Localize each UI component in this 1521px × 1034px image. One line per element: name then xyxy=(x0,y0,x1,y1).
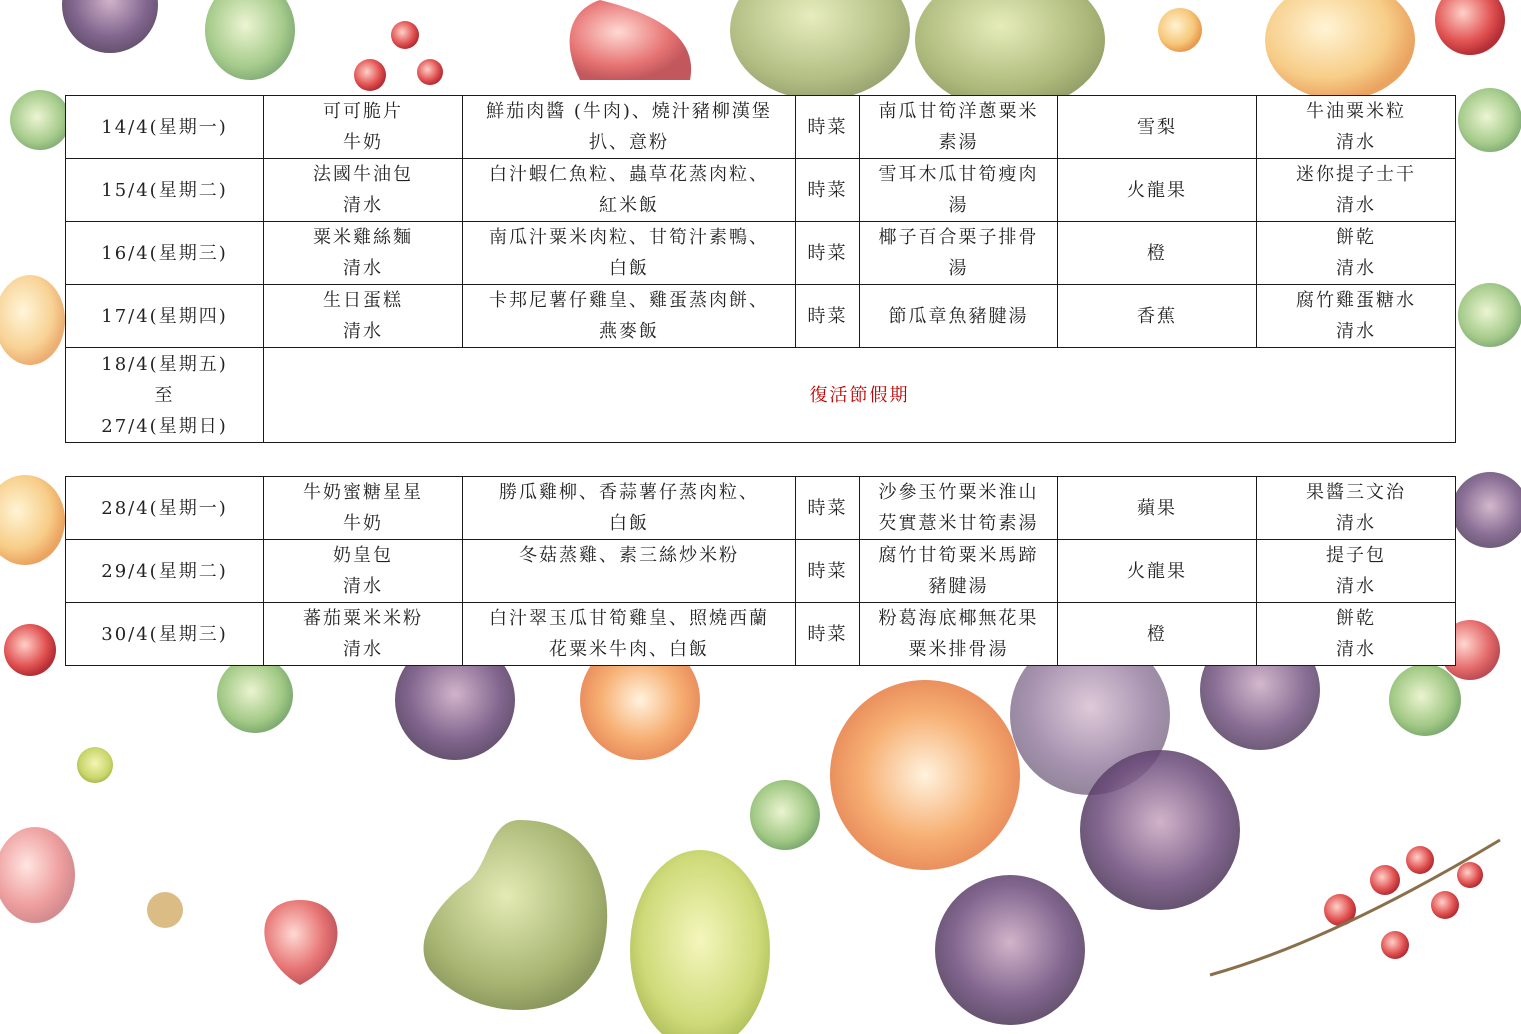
breakfast-cell: 生日蛋糕 清水 xyxy=(264,285,463,348)
soup-cell: 椰子百合栗子排骨 湯 xyxy=(860,222,1058,285)
fruit-cell: 橙 xyxy=(1058,603,1257,666)
main-dish-cell: 南瓜汁粟米肉粒、甘筍汁素鴨、 白飯 xyxy=(463,222,796,285)
holiday-row xyxy=(66,348,1456,443)
holiday-date-cell: 18/4(星期五) 至 27/4(星期日) xyxy=(66,348,264,443)
date-cell: 16/4(星期三) xyxy=(66,222,264,285)
table-gap xyxy=(65,444,1455,476)
snack-cell: 迷你提子士干 清水 xyxy=(1257,159,1456,222)
menu-table-1 xyxy=(65,95,1456,443)
soup-cell: 雪耳木瓜甘筍瘦肉 湯 xyxy=(860,159,1058,222)
vegetable-cell: 時菜 xyxy=(796,159,860,222)
snack-cell: 提子包 清水 xyxy=(1257,540,1456,603)
soup-cell: 節瓜章魚豬腱湯 xyxy=(860,285,1058,348)
vegetable-cell: 時菜 xyxy=(796,96,860,159)
snack-cell: 餅乾 清水 xyxy=(1257,222,1456,285)
table-row xyxy=(66,603,1456,666)
table-row xyxy=(66,222,1456,285)
snack-cell: 餅乾 清水 xyxy=(1257,603,1456,666)
breakfast-cell: 蕃茄粟米米粉 清水 xyxy=(264,603,463,666)
snack-cell: 果醬三文治 清水 xyxy=(1257,477,1456,540)
date-cell: 28/4(星期一) xyxy=(66,477,264,540)
fruit-cell: 香蕉 xyxy=(1058,285,1257,348)
main-dish-cell: 冬菇蒸雞、素三絲炒米粉 xyxy=(463,540,796,603)
fruit-cell: 橙 xyxy=(1058,222,1257,285)
main-dish-cell: 鮮茄肉醬 (牛肉)、燒汁豬柳漢堡 扒、意粉 xyxy=(463,96,796,159)
date-cell: 17/4(星期四) xyxy=(66,285,264,348)
main-dish-cell: 白汁蝦仁魚粒、蟲草花蒸肉粒、 紅米飯 xyxy=(463,159,796,222)
date-cell: 30/4(星期三) xyxy=(66,603,264,666)
soup-cell: 南瓜甘筍洋蔥粟米 素湯 xyxy=(860,96,1058,159)
soup-cell: 腐竹甘筍粟米馬蹄 豬腱湯 xyxy=(860,540,1058,603)
date-cell: 15/4(星期二) xyxy=(66,159,264,222)
soup-cell: 粉葛海底椰無花果 粟米排骨湯 xyxy=(860,603,1058,666)
table-row xyxy=(66,159,1456,222)
menu-table-2 xyxy=(65,476,1456,666)
vegetable-cell: 時菜 xyxy=(796,477,860,540)
vegetable-cell: 時菜 xyxy=(796,603,860,666)
main-dish-cell: 勝瓜雞柳、香蒜薯仔蒸肉粒、 白飯 xyxy=(463,477,796,540)
fruit-cell: 火龍果 xyxy=(1058,540,1257,603)
fruit-cell: 蘋果 xyxy=(1058,477,1257,540)
vegetable-cell: 時菜 xyxy=(796,222,860,285)
vegetable-cell: 時菜 xyxy=(796,285,860,348)
snack-cell: 腐竹雞蛋糖水 清水 xyxy=(1257,285,1456,348)
table-row xyxy=(66,285,1456,348)
date-cell: 14/4(星期一) xyxy=(66,96,264,159)
soup-cell: 沙參玉竹粟米淮山 芡實薏米甘筍素湯 xyxy=(860,477,1058,540)
snack-cell: 牛油粟米粒 清水 xyxy=(1257,96,1456,159)
table-row xyxy=(66,540,1456,603)
table-row xyxy=(66,477,1456,540)
fruit-cell: 火龍果 xyxy=(1058,159,1257,222)
main-dish-cell: 白汁翠玉瓜甘筍雞皇、照燒西蘭 花粟米牛肉、白飯 xyxy=(463,603,796,666)
breakfast-cell: 牛奶蜜糖星星 牛奶 xyxy=(264,477,463,540)
main-dish-cell: 卡邦尼薯仔雞皇、雞蛋蒸肉餅、 燕麥飯 xyxy=(463,285,796,348)
breakfast-cell: 法國牛油包 清水 xyxy=(264,159,463,222)
breakfast-cell: 粟米雞絲麵 清水 xyxy=(264,222,463,285)
date-cell: 29/4(星期二) xyxy=(66,540,264,603)
vegetable-cell: 時菜 xyxy=(796,540,860,603)
breakfast-cell: 可可脆片 牛奶 xyxy=(264,96,463,159)
fruit-cell: 雪梨 xyxy=(1058,96,1257,159)
table-row xyxy=(66,96,1456,159)
holiday-label: 復活節假期 xyxy=(264,348,1456,443)
breakfast-cell: 奶皇包 清水 xyxy=(264,540,463,603)
